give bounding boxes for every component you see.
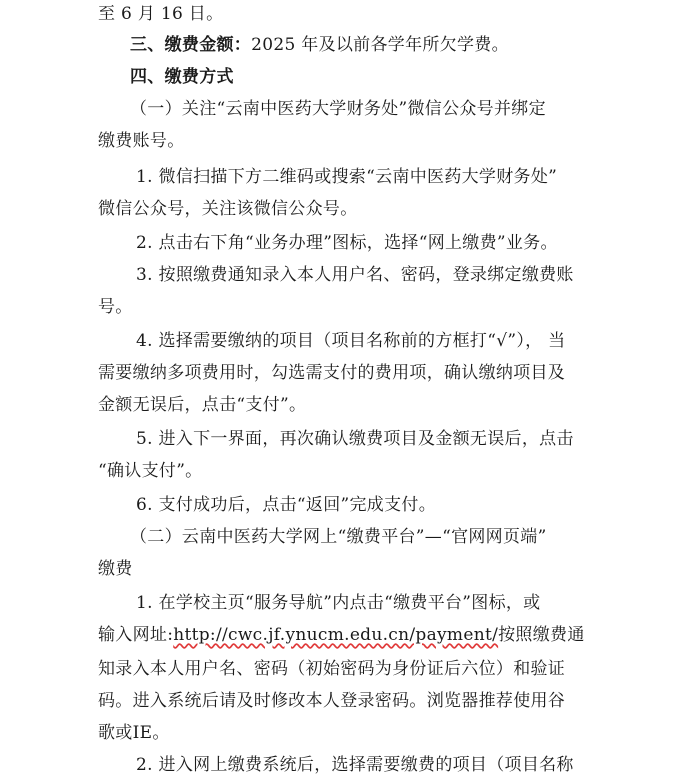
item-4-line-1: 4. 选择需要缴纳的项目（项目名称前的方框打“√”）， 当 [136, 331, 566, 351]
paragraph-one-line-1: （一）关注“云南中医药大学财务处”微信公众号并绑定 [130, 99, 546, 119]
section-three-text: 2025 年及以前各学年所欠学费。 [251, 35, 509, 55]
item-3-line-2: 号。 [98, 297, 133, 317]
section-four-heading: 四、缴费方式 [130, 67, 234, 87]
item-2: 2. 点击右下角“业务办理”图标，选择“网上缴费”业务。 [136, 233, 558, 253]
item-3-line-1: 3. 按照缴费通知录入本人用户名、密码，登录绑定缴费账 [136, 265, 574, 285]
step-1-line-3: 知录入本人用户名、密码（初始密码为身份证后六位）和验证 [98, 659, 566, 679]
section-three-amount [0, 34, 689, 56]
item-5-line-1: 5. 进入下一界面，再次确认缴费项目及金额无误后，点击 [136, 429, 574, 449]
step-2-line-1: 2. 进入网上缴费系统后，选择需要缴费的项目（项目名称 [136, 755, 574, 775]
item-5-line-2: “确认支付”。 [98, 461, 203, 481]
step-1-line-2: 输入网址:http://cwc.jf.ynucm.edu.cn/payment/按照缴费通 [98, 625, 585, 645]
step-1-line-5: 歌或IE。 [98, 723, 170, 743]
payment-url-link[interactable]: http://cwc.jf.ynucm.edu.cn/payment/ [173, 625, 499, 645]
item-4-line-2: 需要缴纳多项费用时，勾选需支付的费用项，确认缴纳项目及 [98, 363, 566, 383]
step-1-line-4: 码。进入系统后请及时修改本人登录密码。浏览器推荐使用谷 [98, 691, 566, 711]
step-1-line-1: 1. 在学校主页“服务导航”内点击“缴费平台”图标，或 [136, 593, 541, 613]
item-6: 6. 支付成功后，点击“返回”完成支付。 [136, 495, 437, 515]
item-4-line-3: 金额无误后，点击“支付”。 [98, 395, 307, 415]
item-1-line-2: 微信公众号，关注该微信公众号。 [98, 199, 358, 219]
section-three-heading: 三、缴费金额： [130, 35, 252, 55]
paragraph-two-line-1: （二）云南中医药大学网上“缴费平台”—“官网网页端” [130, 527, 547, 547]
text-line-deadline: 至 6 月 16 日。 [98, 4, 224, 24]
paragraph-one-line-2: 缴费账号。 [98, 131, 185, 151]
item-1-line-1: 1. 微信扫描下方二维码或搜索“云南中医药大学财务处” [136, 167, 558, 187]
paragraph-two-line-2: 缴费 [98, 559, 133, 579]
